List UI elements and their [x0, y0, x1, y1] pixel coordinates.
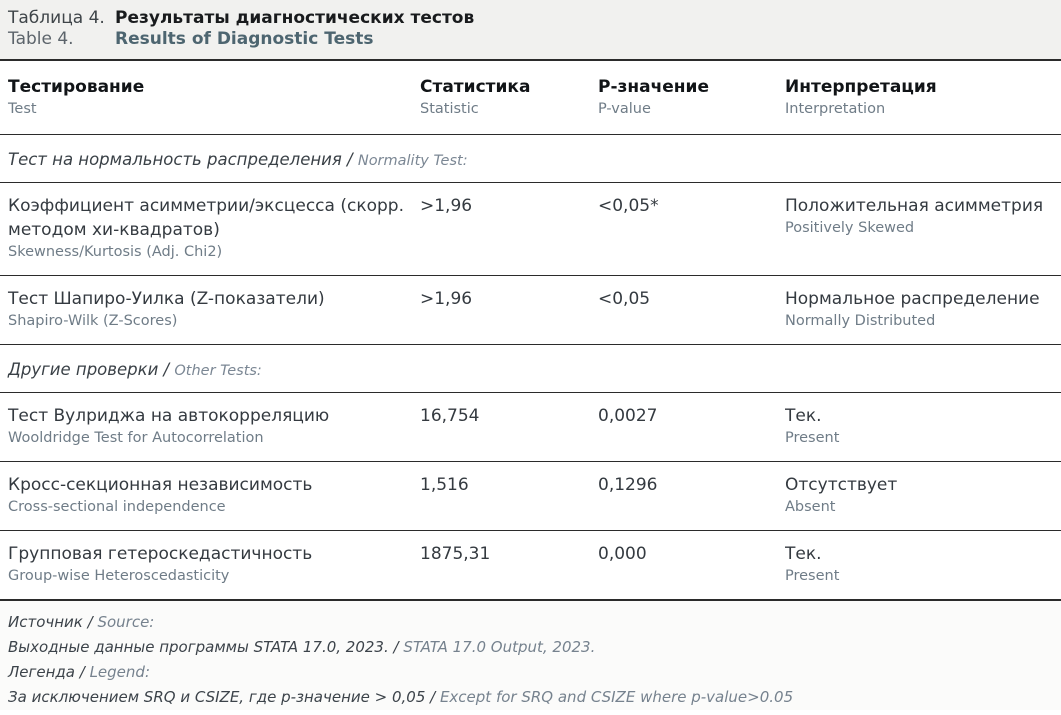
column-header-test-ru: Тестирование: [8, 77, 145, 97]
section-heading-other-tests-en: Other Tests:: [174, 363, 262, 379]
test-name-en: Group-wise Heteroscedasticity: [8, 568, 230, 584]
interpretation-ru: Отсутствует: [785, 475, 898, 495]
column-header-test: [8, 76, 420, 119]
interpretation-ru: Тек.: [785, 406, 822, 426]
test-name-ru: Коэффициент асимметрии/эксцесса (скорр. методом хи-квадратов): [8, 196, 404, 240]
table-title-ru: [8, 8, 1061, 29]
column-header-pvalue: [598, 76, 785, 119]
column-header-statistic-ru: Статистика: [420, 77, 531, 97]
cell-interpretation: [785, 194, 1061, 262]
cell-interpretation: [785, 473, 1061, 517]
table-title-text-en: Results of Diagnostic Tests: [115, 29, 374, 49]
column-header-statistic-en: Statistic: [420, 101, 479, 117]
section-heading-other-tests: [0, 345, 1061, 393]
table-row-cross-sectional: [0, 462, 1061, 531]
column-header-interpretation: [785, 76, 1061, 119]
table-title-band: [0, 0, 1061, 61]
cell-pvalue: 0,1296: [598, 475, 658, 495]
table-number-ru: Таблица 4.: [8, 8, 105, 28]
cell-test: [8, 473, 420, 517]
column-header-test-en: Test: [8, 101, 37, 117]
column-header-interpretation-ru: Интерпретация: [785, 77, 937, 97]
cell-interpretation: [785, 542, 1061, 586]
table-row-wooldridge: [0, 393, 1061, 462]
footnote-source-label: [8, 610, 1061, 635]
table-row-shapiro-wilk: [0, 276, 1061, 345]
cell-test: [8, 194, 420, 262]
interpretation-ru: Тек.: [785, 544, 822, 564]
footnote-legend-text-en: Except for SRQ and CSIZE where p-value>0.05: [439, 688, 794, 706]
interpretation-en: Absent: [785, 499, 836, 515]
section-heading-normality: [0, 135, 1061, 183]
cell-test: [8, 287, 420, 331]
test-name-en: Wooldridge Test for Autocorrelation: [8, 430, 264, 446]
table-row-skewness-kurtosis: [0, 183, 1061, 276]
cell-pvalue: <0,05*: [598, 196, 659, 216]
footnote-source-text-ru: Выходные данные программы STATA 17.0, 2023. /: [8, 638, 404, 656]
cell-statistic: 1,516: [420, 475, 469, 495]
footnote-legend-text-ru: За исключением SRQ и CSIZE, где p-значение > 0,05 /: [8, 688, 440, 706]
column-header-pvalue-ru: Р-значение: [598, 77, 709, 97]
test-name-ru: Кросс-секционная независимость: [8, 475, 313, 495]
table-title-text-ru: Результаты диагностических тестов: [115, 8, 475, 28]
footnote-legend-text: [8, 685, 1061, 710]
footnote-source-text-en: STATA 17.0 Output, 2023.: [403, 638, 596, 656]
cell-pvalue: 0,0027: [598, 406, 658, 426]
section-heading-normality-en: Normality Test:: [357, 153, 468, 169]
cell-interpretation: [785, 287, 1061, 331]
interpretation-ru: Нормальное распределение: [785, 289, 1040, 309]
table-footnotes: [0, 601, 1061, 710]
test-name-en: Shapiro-Wilk (Z-Scores): [8, 313, 178, 329]
test-name-en: Skewness/Kurtosis (Adj. Chi2): [8, 244, 223, 260]
interpretation-en: Present: [785, 430, 840, 446]
interpretation-en: Normally Distributed: [785, 313, 936, 329]
test-name-en: Cross-sectional independence: [8, 499, 226, 515]
table-title-en: [8, 29, 1061, 50]
cell-test: [8, 404, 420, 448]
cell-interpretation: [785, 404, 1061, 448]
cell-statistic: 1875,31: [420, 544, 491, 564]
cell-statistic: >1,96: [420, 196, 473, 216]
column-header-interpretation-en: Interpretation: [785, 101, 886, 117]
cell-statistic: >1,96: [420, 289, 473, 309]
interpretation-en: Positively Skewed: [785, 220, 915, 236]
cell-test: [8, 542, 420, 586]
cell-pvalue: 0,000: [598, 544, 647, 564]
table-row-heteroscedasticity: [0, 531, 1061, 601]
table-number-en: Table 4.: [8, 29, 74, 49]
section-heading-normality-ru: Тест на нормальность распределения /: [8, 150, 358, 169]
cell-pvalue: <0,05: [598, 289, 651, 309]
test-name-ru: Групповая гетероскедастичность: [8, 544, 313, 564]
section-heading-other-tests-ru: Другие проверки /: [8, 360, 175, 379]
footnote-source-label-ru: Источник /: [8, 613, 98, 631]
column-header-row: [0, 61, 1061, 135]
footnote-legend-label: [8, 660, 1061, 685]
column-header-pvalue-en: P-value: [598, 101, 651, 117]
footnote-legend-label-en: Legend:: [89, 663, 150, 681]
footnote-source-text: [8, 635, 1061, 660]
test-name-ru: Тест Вулриджа на автокорреляцию: [8, 406, 330, 426]
column-header-statistic: [420, 76, 598, 119]
footnote-source-label-en: Source:: [97, 613, 155, 631]
interpretation-ru: Положительная асимметрия: [785, 196, 1044, 216]
footnote-legend-label-ru: Легенда /: [8, 663, 90, 681]
interpretation-en: Present: [785, 568, 840, 584]
cell-statistic: 16,754: [420, 406, 480, 426]
test-name-ru: Тест Шапиро-Уилка (Z-показатели): [8, 289, 325, 309]
